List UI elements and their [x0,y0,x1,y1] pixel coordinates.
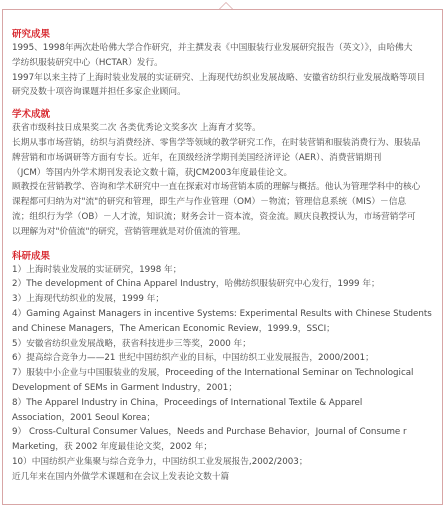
academic-line-3: 牌营销和市场调研等方面有专长。近年，在顶级经济学期刊美国经济评论（AER）、消费营销期刊 [12,152,382,163]
academic-line-4: （JCM）等国内外学术期刊发表论文数十篇，获JCM2003年度最佳论文。 [12,167,293,178]
findings-line-13: Marketing，获 2002 年度最佳论文奖，2002 年； [12,442,213,453]
findings-line-4: 4）Gaming Against Managers in incentive Systems: Experimental Results with Chinese Students [12,308,432,319]
academic-heading: 学术成就 [12,109,51,121]
research-heading: 研究成果 [12,29,51,40]
findings-line-15: 近几年来在国内外做学术课题和在会议上发表论文数十篇 [12,471,230,482]
research-line-4: 研究及数十项咨询课题并担任多家企业顾问。 [12,87,186,98]
research-section [12,28,438,100]
findings-section [12,250,438,485]
content-panel [2,9,443,505]
findings-line-6: 5）安徽省纺织业发展战略，获省科技进步三等奖，2000 年； [12,338,251,349]
academic-line-6: 课程都可归纳为对"流"的研究和管理，即生产与作业管理（OM）－物流；管理信息系统（MIS）－信息 [12,197,407,208]
academic-section [12,108,438,239]
section-spacer [12,100,438,108]
academic-line-8: 以理解为对"价值流"的研究，营销管理就是对价值流的管理。 [12,226,246,237]
findings-line-8: 7）服装中小企业与中国服装业的发展，Proceeding of the International Seminar on Technological [12,368,414,379]
section-spacer [12,240,438,250]
panel-content [12,28,438,485]
findings-line-2: 2）The development of China Apparel Industry，哈佛纺织服装研究中心发行，1999 年； [12,279,380,290]
findings-line-5: and Chinese Managers，The American Economic Review，1999.9，SSCI； [12,323,335,334]
findings-line-7: 6）提高综合竞争力——21 世纪中国纺织产业的目标，中国纺织工业发展报告，2000/2001； [12,353,374,364]
academic-line-5: 顾教授在营销教学、咨询和学术研究中一直在探索对市场营销本质的理解与概括。他认为管理学科中的核心 [12,182,421,193]
research-line-3: 1997年以来主持了上海时装业发展的实证研究、上海现代纺织业发展战略、安徽省纺织行业发展战略等项目 [12,72,426,83]
findings-line-10: 8）The Apparel Industry in China，Proceedings of International Textile & Apparel [12,397,363,408]
findings-line-11: Association，2001 Seoul Korea； [12,412,156,423]
findings-line-14: 10）中国纺织产业集聚与综合竞争力，中国纺织工业发展报告,2002/2003； [12,456,308,467]
findings-line-9: Development of SEMs in Garment Industry，2001； [12,382,238,393]
findings-heading: 科研成果 [12,250,51,262]
academic-line-7: 流；组织行为学（OB）－人才流，知识流；财务会计－资本流，资金流。顾庆良教授认为，市场营销学可 [12,211,416,222]
findings-line-1: 1）上海时装业发展的实证研究，1998 年； [12,264,182,275]
findings-line-3: 3）上海现代纺织业的发展，1999 年； [12,294,165,305]
academic-line-2: 长期从事市场营销，纺织与消费经济、零售学等领域的教学研究工作，在时装营销和服装消费行为、服装品 [12,137,421,148]
research-line-2: 学纺织服装研究中心（HCTAR）发行。 [12,57,163,68]
findings-line-12: 9） Cross-Cultural Consumer Values，Needs and Purchase Behavior，Journal of Consume r [12,427,407,438]
research-line-1: 1995、1998年两次赴哈佛大学合作研究，并主撰发表《中国服装行业发展研究报告（英文）》，由哈佛大 [12,43,413,53]
academic-line-1: 获省市级科技日成果奖二次 各类优秀论文奖多次 上海育才奖等。 [12,123,261,134]
